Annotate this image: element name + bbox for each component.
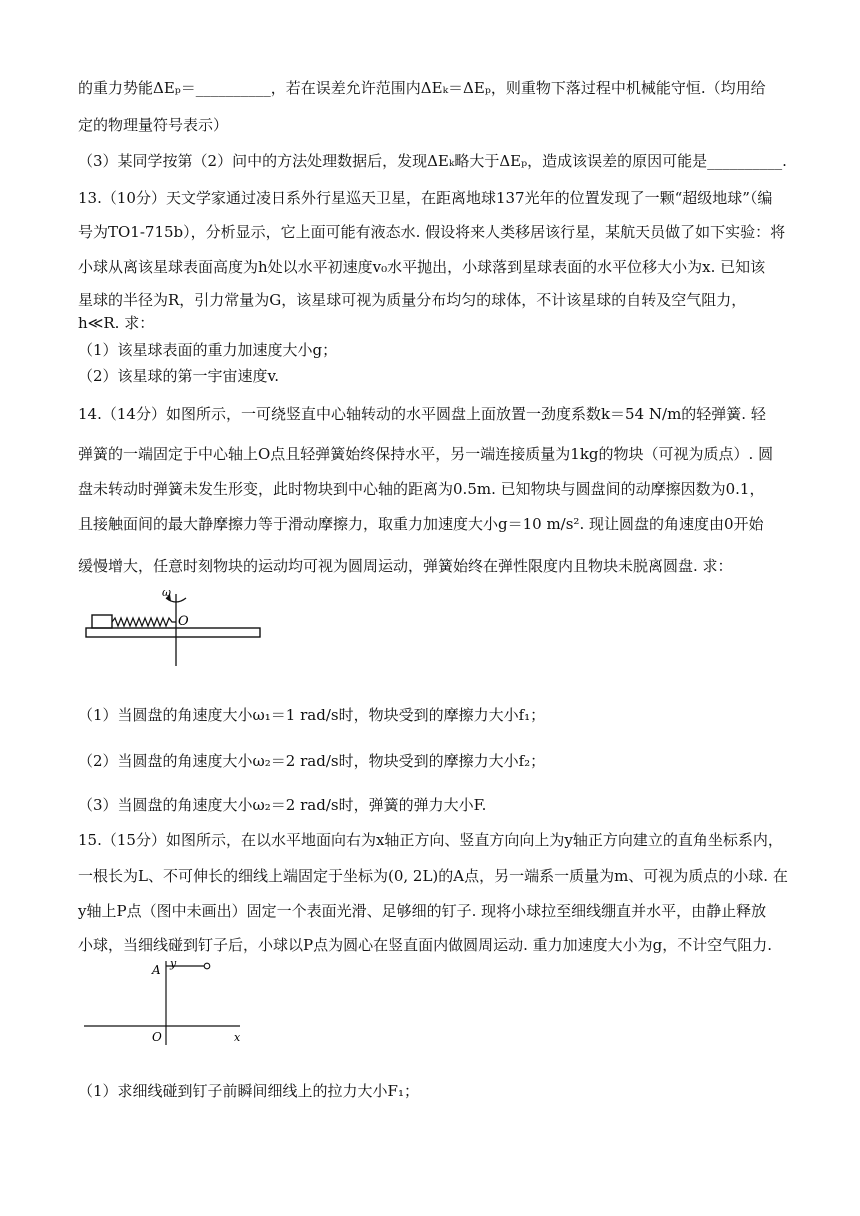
q15-line-2: 一根长为L、不可伸长的细线上端固定于坐标为(0, 2L)的A点，另一端系一质量为m、可视为质点的小球. 在	[78, 867, 788, 885]
q13-sub-2: （2）该星球的第一宇宙速度v.	[78, 367, 280, 385]
q14-line-3: 盘未转动时弹簧未发生形变，此时物块到中心轴的距离为0.5m. 已知物块与圆盘间的动摩擦因数为0.1，	[78, 480, 765, 498]
text-line-1: 的重力势能ΔEₚ＝__________，若在误差允许范围内ΔEₖ＝ΔEₚ，则重物下落过程中机械能守恒.（均用给	[78, 79, 766, 97]
q15-line-4: 小球，当细线碰到钉子后，小球以P点为圆心在竖直面内做圆周运动. 重力加速度大小为g，不计空气阻力.	[78, 936, 773, 954]
q14-figure	[80, 588, 270, 668]
fig15-o-label: O	[152, 1030, 162, 1044]
text-line-3: （3）某同学按第（2）问中的方法处理数据后，发现ΔEₖ略大于ΔEₚ，造成该误差的原因可能是__________.	[78, 152, 787, 170]
q14-sub-1: （1）当圆盘的角速度大小ω₁＝1 rad/s时，物块受到的摩擦力大小f₁；	[78, 706, 546, 724]
q15-sub-1: （1）求细线碰到钉子前瞬间细线上的拉力大小F₁；	[78, 1082, 419, 1100]
fig14-omega-label: ω	[162, 588, 171, 599]
q15-figure	[80, 955, 250, 1047]
q13-sub-1: （1）该星球表面的重力加速度大小g；	[78, 341, 338, 359]
q15-line-1: 15.（15分）如图所示，在以水平地面向右为x轴正方向、竖直方向向上为y轴正方向建立的直角坐标系内，	[78, 831, 783, 849]
q13-line-5: h≪R. 求：	[78, 314, 155, 332]
q14-line-1: 14.（14分）如图所示，一可绕竖直中心轴转动的水平圆盘上面放置一劲度系数k＝54 N/m的轻弹簧. 轻	[78, 405, 766, 423]
q13-line-3: 小球从离该星球表面高度为h处以水平初速度v₀水平抛出，小球落到星球表面的水平位移大小为x. 已知该	[78, 258, 766, 276]
q14-line-4: 且接触面间的最大静摩擦力等于滑动摩擦力，取重力加速度大小g＝10 m/s². 现让圆盘的角速度由0开始	[78, 515, 764, 533]
fig15-x-label: x	[234, 1031, 241, 1044]
q13-line-4: 星球的半径为R，引力常量为G，该星球可视为质量分布均匀的球体，不计该星球的自转及空气阻力，	[78, 291, 747, 309]
text-line-2: 定的物理量符号表示）	[78, 116, 229, 134]
q14-sub-2: （2）当圆盘的角速度大小ω₂＝2 rad/s时，物块受到的摩擦力大小f₂；	[78, 752, 546, 770]
fig15-a-label: A	[152, 963, 161, 977]
q13-line-2: 号为TO1-715b），分析显示，它上面可能有液态水. 假设将来人类移居该行星，某航天员做了如下实验：将	[78, 223, 786, 241]
q14-sub-3: （3）当圆盘的角速度大小ω₂＝2 rad/s时，弹簧的弹力大小F.	[78, 796, 487, 814]
q13-line-1: 13.（10分）天文学家通过凌日系外行星巡天卫星，在距离地球137光年的位置发现了一颗“超级地球”（编	[78, 189, 773, 207]
fig14-o-label: O	[178, 614, 189, 629]
q14-line-5: 缓慢增大，任意时刻物块的运动均可视为圆周运动，弹簧始终在弹性限度内且物块未脱离圆盘. 求：	[78, 557, 733, 575]
q15-line-3: y轴上P点（图中未画出）固定一个表面光滑、足够细的钉子. 现将小球拉至细线绷直并水平，由静止释放	[78, 902, 767, 920]
q14-line-2: 弹簧的一端固定于中心轴上O点且轻弹簧始终保持水平，另一端连接质量为1kg的物块（可视为质点）. 圆	[78, 445, 774, 463]
fig15-y-label: y	[170, 957, 177, 970]
